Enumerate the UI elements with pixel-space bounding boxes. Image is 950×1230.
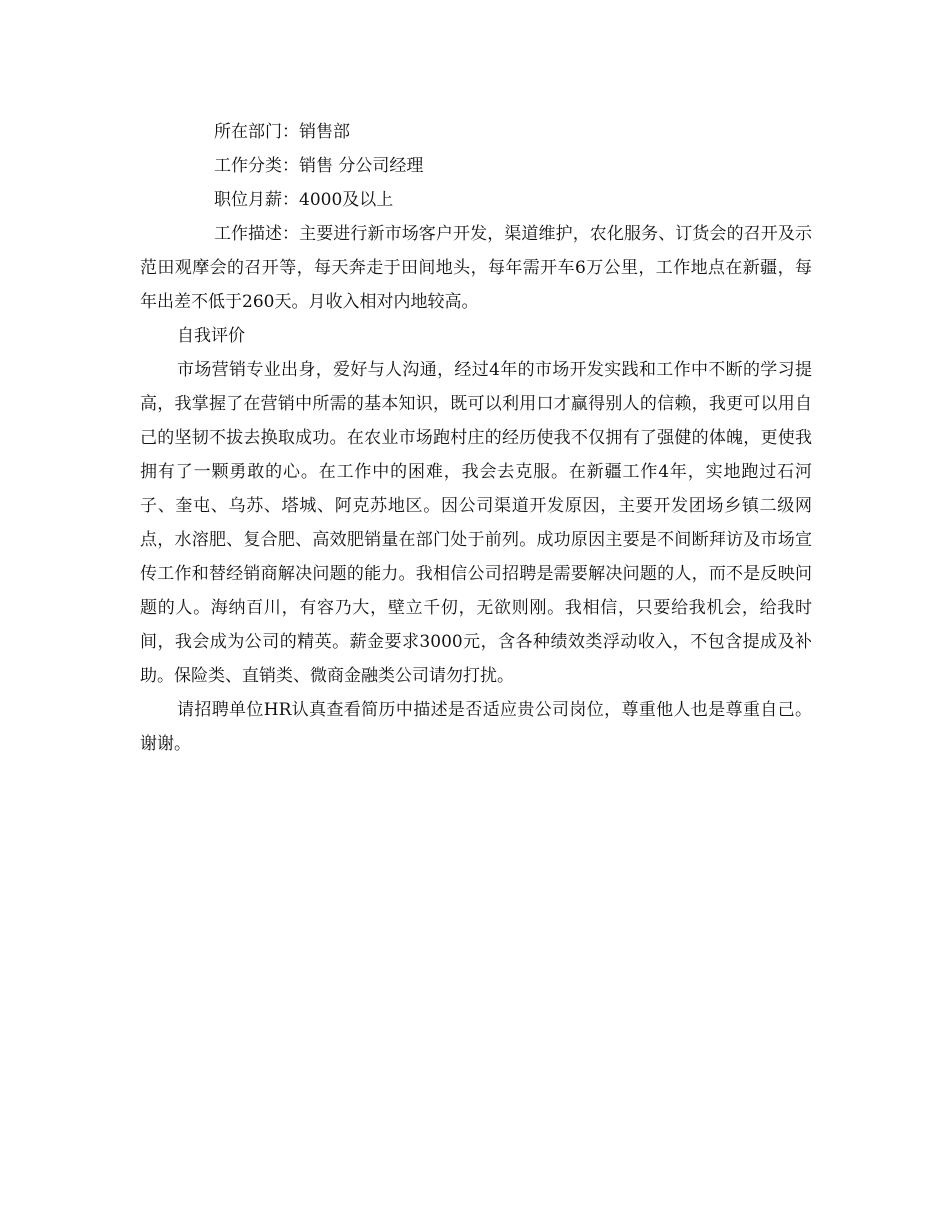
category-label: 工作分类：	[214, 156, 299, 176]
salary-value: 4000及以上	[299, 190, 394, 210]
department-value: 销售部	[299, 122, 350, 142]
salary-row	[140, 183, 812, 217]
self-evaluation-heading: 自我评价	[177, 326, 245, 346]
description-value: 主要进行新市场客户开发，渠道维护，农化服务、订货会的召开及示范田观摩会的召开等，每天奔走于田间地头，每年需开车6万公里，工作地点在新疆，每年出差不低于260天。月收入相对内地较高。	[140, 224, 812, 312]
department-row	[140, 115, 812, 149]
category-value: 销售 分公司经理	[299, 156, 424, 176]
closing-note: 请招聘单位HR认真查看简历中描述是否适应贵公司岗位，尊重他人也是尊重自己。谢谢。	[140, 700, 812, 754]
self-evaluation-body: 市场营销专业出身，爱好与人沟通，经过4年的市场开发实践和工作中不断的学习提高，我掌握了在营销中所需的基本知识，既可以利用口才赢得别人的信赖，我更可以用自己的坚韧不拔去换取成功。在农业市场跑村庄的经历使我不仅拥有了强健的体魄，更使我拥有了一颗勇敢的心。在工作中的困难，我会去克服。在新疆工作4年，实地跑过石河子、奎屯、乌苏、塔城、阿克苏地区。因公司渠道开发原因，主要开发团场乡镇二级网点，水溶肥、复合肥、高效肥销量在部门处于前列。成功原因主要是不间断拜访及市场宣传工作和替经销商解决问题的能力。我相信公司招聘是需要解决问题的人，而不是反映问题的人。海纳百川，有容乃大，壁立千仞，无欲则刚。我相信，只要给我机会，给我时间，我会成为公司的精英。薪金要求3000元，含各种绩效类浮动收入，不包含提成及补助。保险类、直销类、微商金融类公司请勿打扰。	[140, 360, 812, 686]
salary-label: 职位月薪：	[214, 190, 299, 210]
department-label: 所在部门：	[214, 122, 299, 142]
category-row	[140, 149, 812, 183]
description-label: 工作描述：	[214, 224, 299, 244]
description-row	[140, 217, 812, 319]
resume-page	[140, 115, 812, 761]
